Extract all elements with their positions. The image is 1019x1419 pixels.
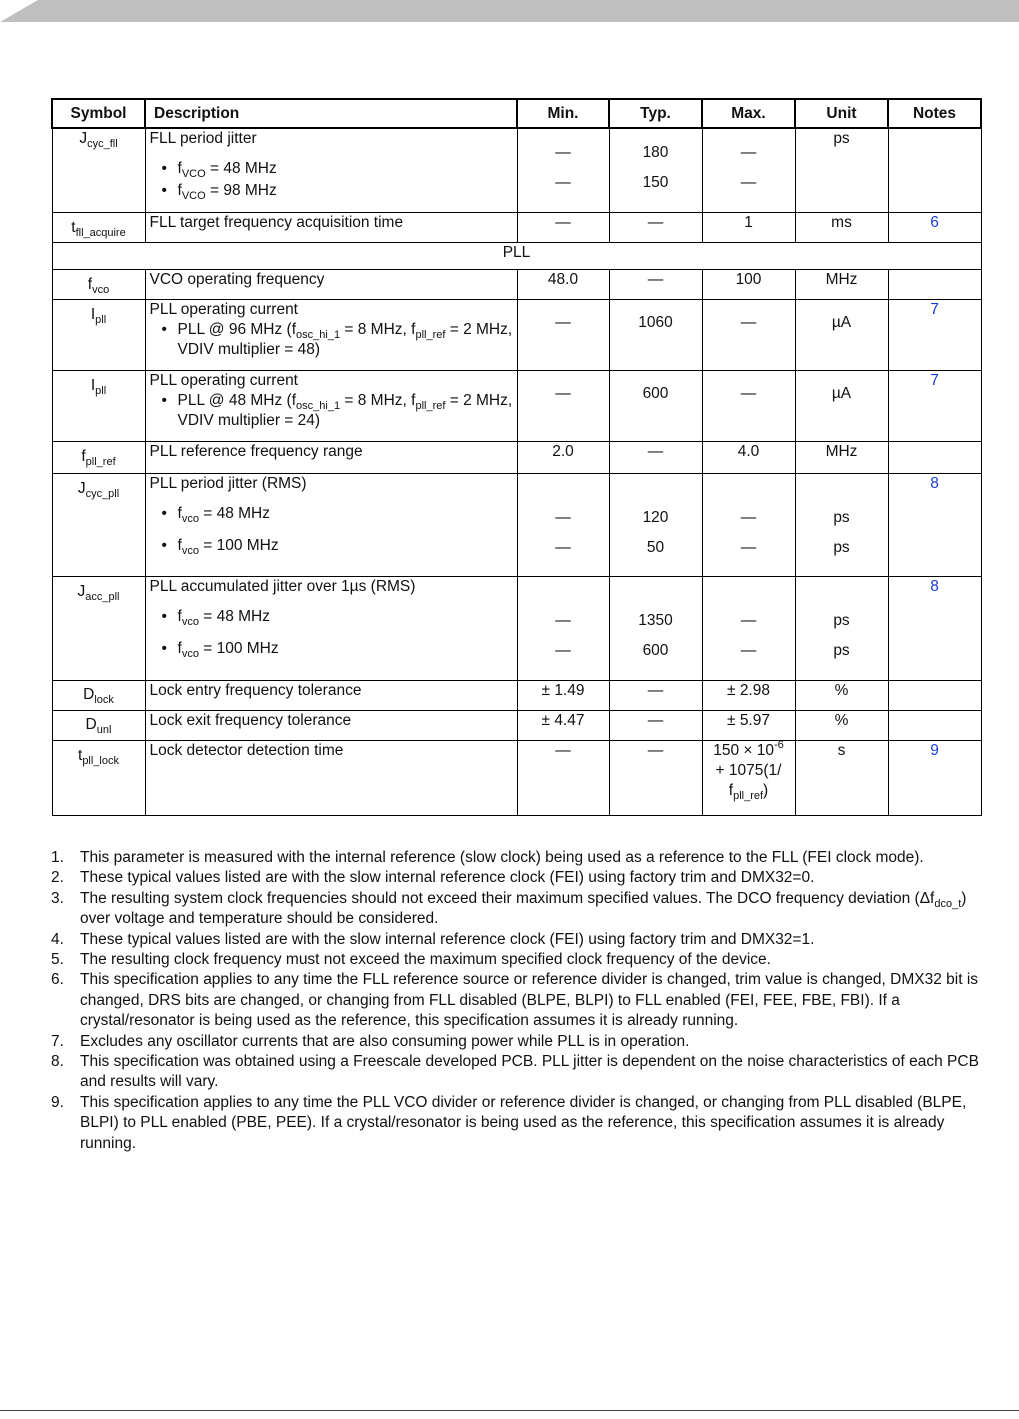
notes-cell[interactable]: 8	[888, 576, 981, 680]
notes-cell	[888, 710, 981, 740]
notes-cell[interactable]: 9	[888, 740, 981, 815]
table-row	[52, 269, 981, 299]
symbol-cell: $t_{fll\_acquire}$	[52, 212, 145, 242]
min-cell: —	[517, 370, 609, 441]
unit-cell: MHz	[795, 269, 888, 299]
description-cell: PLL reference frequency range	[145, 441, 517, 473]
header-min: Min.	[517, 99, 609, 128]
section-row	[52, 242, 981, 269]
symbol-cell: $t_{pll\_lock}$	[52, 740, 145, 815]
symbol-cell: $I_{pll}$	[52, 299, 145, 370]
typ-cell: 1350 600	[609, 576, 702, 680]
max-cell: — —	[702, 128, 795, 212]
symbol-cell: $J_{acc\_pll}$	[52, 576, 145, 680]
notes-cell	[888, 269, 981, 299]
typ-cell: —	[609, 740, 702, 815]
unit-cell: MHz	[795, 441, 888, 473]
notes-cell	[888, 441, 981, 473]
notes-cell[interactable]: 6	[888, 212, 981, 242]
footnote-8: 8. This specification was obtained using a Freescale developed PCB. PLL jitter is dependent on the noise characteristics of each PCB and results will vary.	[51, 1053, 979, 1091]
footnote-5: 5. The resulting clock frequency must not exceed the maximum specified clock frequency of the device.	[51, 951, 771, 969]
min-cell: — —	[517, 128, 609, 212]
notes-cell	[888, 128, 981, 212]
footnote-4: 4. These typical values listed are with the slow internal reference clock (FEI) using factory trim and DMX32=1.	[51, 930, 815, 948]
unit-cell: µA	[795, 370, 888, 441]
typ-cell: 180 150	[609, 128, 702, 212]
footnotes-list	[51, 848, 979, 1154]
description-cell: FLL target frequency acquisition time	[145, 212, 517, 242]
description-cell: FLL period jitter • $f_{VCO} = 48$ MHz • $f_{VCO} = 98$ MHz	[145, 128, 517, 212]
header-notes: Notes	[888, 99, 981, 128]
min-cell: 2.0	[517, 441, 609, 473]
description-cell: Lock exit frequency tolerance	[145, 710, 517, 740]
typ-cell: 600	[609, 370, 702, 441]
description-cell: VCO operating frequency	[145, 269, 517, 299]
typ-cell: 120 50	[609, 473, 702, 576]
pll-fll-spec-table	[51, 98, 982, 816]
symbol-cell: $I_{pll}$	[52, 370, 145, 441]
table-row	[52, 212, 981, 242]
min-cell: 48.0	[517, 269, 609, 299]
description-cell: PLL period jitter (RMS) • $f_{vco} = 48$ MHz • $f_{vco} = 100$ MHz	[145, 473, 517, 576]
typ-cell: —	[609, 680, 702, 710]
header-unit: Unit	[795, 99, 888, 128]
min-cell: — —	[517, 473, 609, 576]
max-cell: —	[702, 370, 795, 441]
max-cell: ± 5.97	[702, 710, 795, 740]
symbol-cell: $D_{unl}$	[52, 710, 145, 740]
table-row	[52, 441, 981, 473]
typ-cell: 1060	[609, 299, 702, 370]
notes-cell	[888, 680, 981, 710]
footnote-2: 2. These typical values listed are with the slow internal reference clock (FEI) using factory trim and DMX32=0.	[51, 869, 815, 887]
max-cell: ± 2.98	[702, 680, 795, 710]
table-row	[52, 576, 981, 680]
unit-cell: ps	[795, 128, 888, 212]
typ-cell: —	[609, 710, 702, 740]
header-max: Max.	[702, 99, 795, 128]
notes-cell[interactable]: 8	[888, 473, 981, 576]
max-cell: 1	[702, 212, 795, 242]
min-cell: ± 1.49	[517, 680, 609, 710]
table-row	[52, 128, 981, 212]
description-cell: PLL accumulated jitter over 1µs (RMS) • $f_{vco} = 48$ MHz • $f_{vco} = 100$ MHz	[145, 576, 517, 680]
unit-cell: ps ps	[795, 576, 888, 680]
notes-cell[interactable]: 7	[888, 370, 981, 441]
table-header-row	[52, 99, 981, 128]
header-banner	[0, 0, 1019, 22]
section-label-pll: PLL	[52, 242, 981, 269]
min-cell: ± 4.47	[517, 710, 609, 740]
header-typ: Typ.	[609, 99, 702, 128]
max-cell: 4.0	[702, 441, 795, 473]
symbol-cell: $f_{pll\_ref}$	[52, 441, 145, 473]
unit-cell: %	[795, 710, 888, 740]
footnote-9: 9. This specification applies to any time the PLL VCO divider or reference divider is changed, or changing from PLL disabled (BLPE, BLPI) to PLL enabled (PBE, PEE). If a crystal/resonator is being used as the reference, this specification assumes it is already running.	[51, 1093, 967, 1152]
unit-cell: ms	[795, 212, 888, 242]
max-cell: $150 \times 10^{-6}$ + 1075(1/ $f_{pll\_ref}$)	[702, 740, 795, 815]
table-row	[52, 680, 981, 710]
description-cell: PLL operating current • PLL @ 48 MHz ($f_{osc\_hi\_1} = 8$ MHz, $f_{pll\_ref} = 2$ MHz, VDIV multiplier = 24)	[145, 370, 517, 441]
max-cell: — —	[702, 473, 795, 576]
max-cell: —	[702, 299, 795, 370]
typ-cell: —	[609, 212, 702, 242]
unit-cell: s	[795, 740, 888, 815]
min-cell: —	[517, 740, 609, 815]
table-row	[52, 370, 981, 441]
table-row	[52, 710, 981, 740]
min-cell: — —	[517, 576, 609, 680]
footnote-1: 1. This parameter is measured with the internal reference (slow clock) being used as a reference to the FLL (FEI clock mode).	[51, 849, 924, 866]
symbol-cell: $J_{cyc\_fll}$	[52, 128, 145, 212]
table-row	[52, 299, 981, 370]
table-row	[52, 740, 981, 815]
symbol-cell: $D_{lock}$	[52, 680, 145, 710]
header-description: Description	[145, 99, 517, 128]
min-cell: —	[517, 299, 609, 370]
max-cell: — —	[702, 576, 795, 680]
header-symbol: Symbol	[52, 99, 145, 128]
typ-cell: —	[609, 269, 702, 299]
table-row	[52, 473, 981, 576]
typ-cell: —	[609, 441, 702, 473]
description-cell: PLL operating current • PLL @ 96 MHz ($f_{osc\_hi\_1} = 8$ MHz, $f_{pll\_ref} = 2$ MHz, VDIV multiplier = 48)	[145, 299, 517, 370]
symbol-cell: $J_{cyc\_pll}$	[52, 473, 145, 576]
symbol-cell: $f_{vco}$	[52, 269, 145, 299]
footnote-7: 7. Excludes any oscillator currents that are also consuming power while PLL is in operation.	[51, 1032, 690, 1050]
description-cell: Lock detector detection time	[145, 740, 517, 815]
footnote-6: 6. This specification applies to any time the FLL reference source or reference divider is changed, trim value is changed, DMX32 bit is changed, DRS bits are changed, or changing from FLL disabled (BLPE, BLPI) to FLL enabled (FEI, FEE, FBE, FBI). If a crystal/resonator is being used as the reference, this specification assumes it is already running.	[51, 971, 979, 1030]
unit-cell: %	[795, 680, 888, 710]
footer-rule	[0, 1410, 1019, 1411]
unit-cell: µA	[795, 299, 888, 370]
unit-cell: ps ps	[795, 473, 888, 576]
description-cell: Lock entry frequency tolerance	[145, 680, 517, 710]
footnote-3: 3. The resulting system clock frequencies should not exceed their maximum specified values. The DCO frequency deviation $(\Delta f_{dco\_t})$ over voltage and temperature should be considered.	[51, 889, 967, 928]
max-cell: 100	[702, 269, 795, 299]
min-cell: —	[517, 212, 609, 242]
notes-cell[interactable]: 7	[888, 299, 981, 370]
